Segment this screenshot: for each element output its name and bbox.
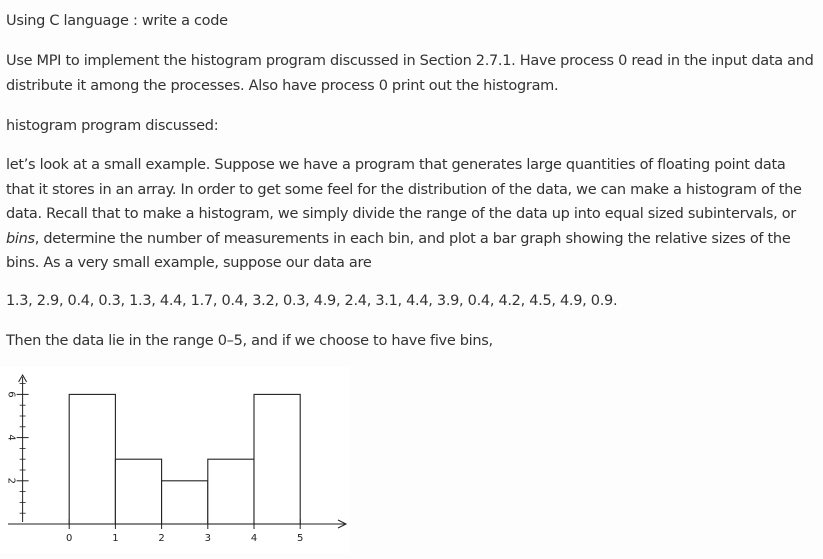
x-tick-label: 3 xyxy=(204,533,211,544)
histogram-bar xyxy=(69,394,115,524)
range-description: Then the data lie in the range 0–5, and if we choose to have five bins, xyxy=(6,333,493,349)
task-description: Use MPI to implement the histogram program discussed in Section 2.7.1. Have process 0 read in the input data and distribute it among the processes. Also have process 0 print out the histogram. xyxy=(6,53,814,94)
histogram-bar xyxy=(115,459,161,524)
histogram-bar xyxy=(162,481,208,524)
x-tick-label: 1 xyxy=(112,533,119,544)
y-tick-label: 6 xyxy=(5,391,17,398)
y-tick-label: 2 xyxy=(5,477,17,484)
bins-term: bins xyxy=(6,230,35,247)
y-tick-label: 4 xyxy=(5,434,17,441)
example-paragraph xyxy=(6,153,815,276)
histogram-chart xyxy=(0,367,350,553)
histogram-heading: histogram program discussed: xyxy=(6,118,219,134)
x-tick-label: 0 xyxy=(66,533,73,544)
x-tick-label: 5 xyxy=(297,533,304,544)
histogram-svg xyxy=(0,367,350,553)
example-text-part2: , determine the number of measurements in each bin, and plot a bar graph showing the relative sizes of the bins. As a very small example, suppose our data are xyxy=(6,230,791,271)
data-values: 1.3, 2.9, 0.4, 0.3, 1.3, 4.4, 1.7, 0.4, 3.2, 0.3, 4.9, 2.4, 3.1, 4.4, 3.9, 0.4, 4.2, 4.5, 4.9, 0.9. xyxy=(6,293,618,309)
example-text-part1: let’s look at a small example. Suppose we have a program that generates large quantities of floating point data that it stores in an array. In order to get some feel for the distribution of the data, we can make a histogram of the data. Recall that to make a histogram, we simply divide the range of the data up into equal sized subintervals, or xyxy=(6,157,802,222)
x-tick-label: 2 xyxy=(158,533,165,544)
histogram-bar xyxy=(254,394,300,524)
histogram-bar xyxy=(208,459,254,524)
question-title: Using C language : write a code xyxy=(6,13,228,29)
x-tick-label: 4 xyxy=(250,533,258,544)
